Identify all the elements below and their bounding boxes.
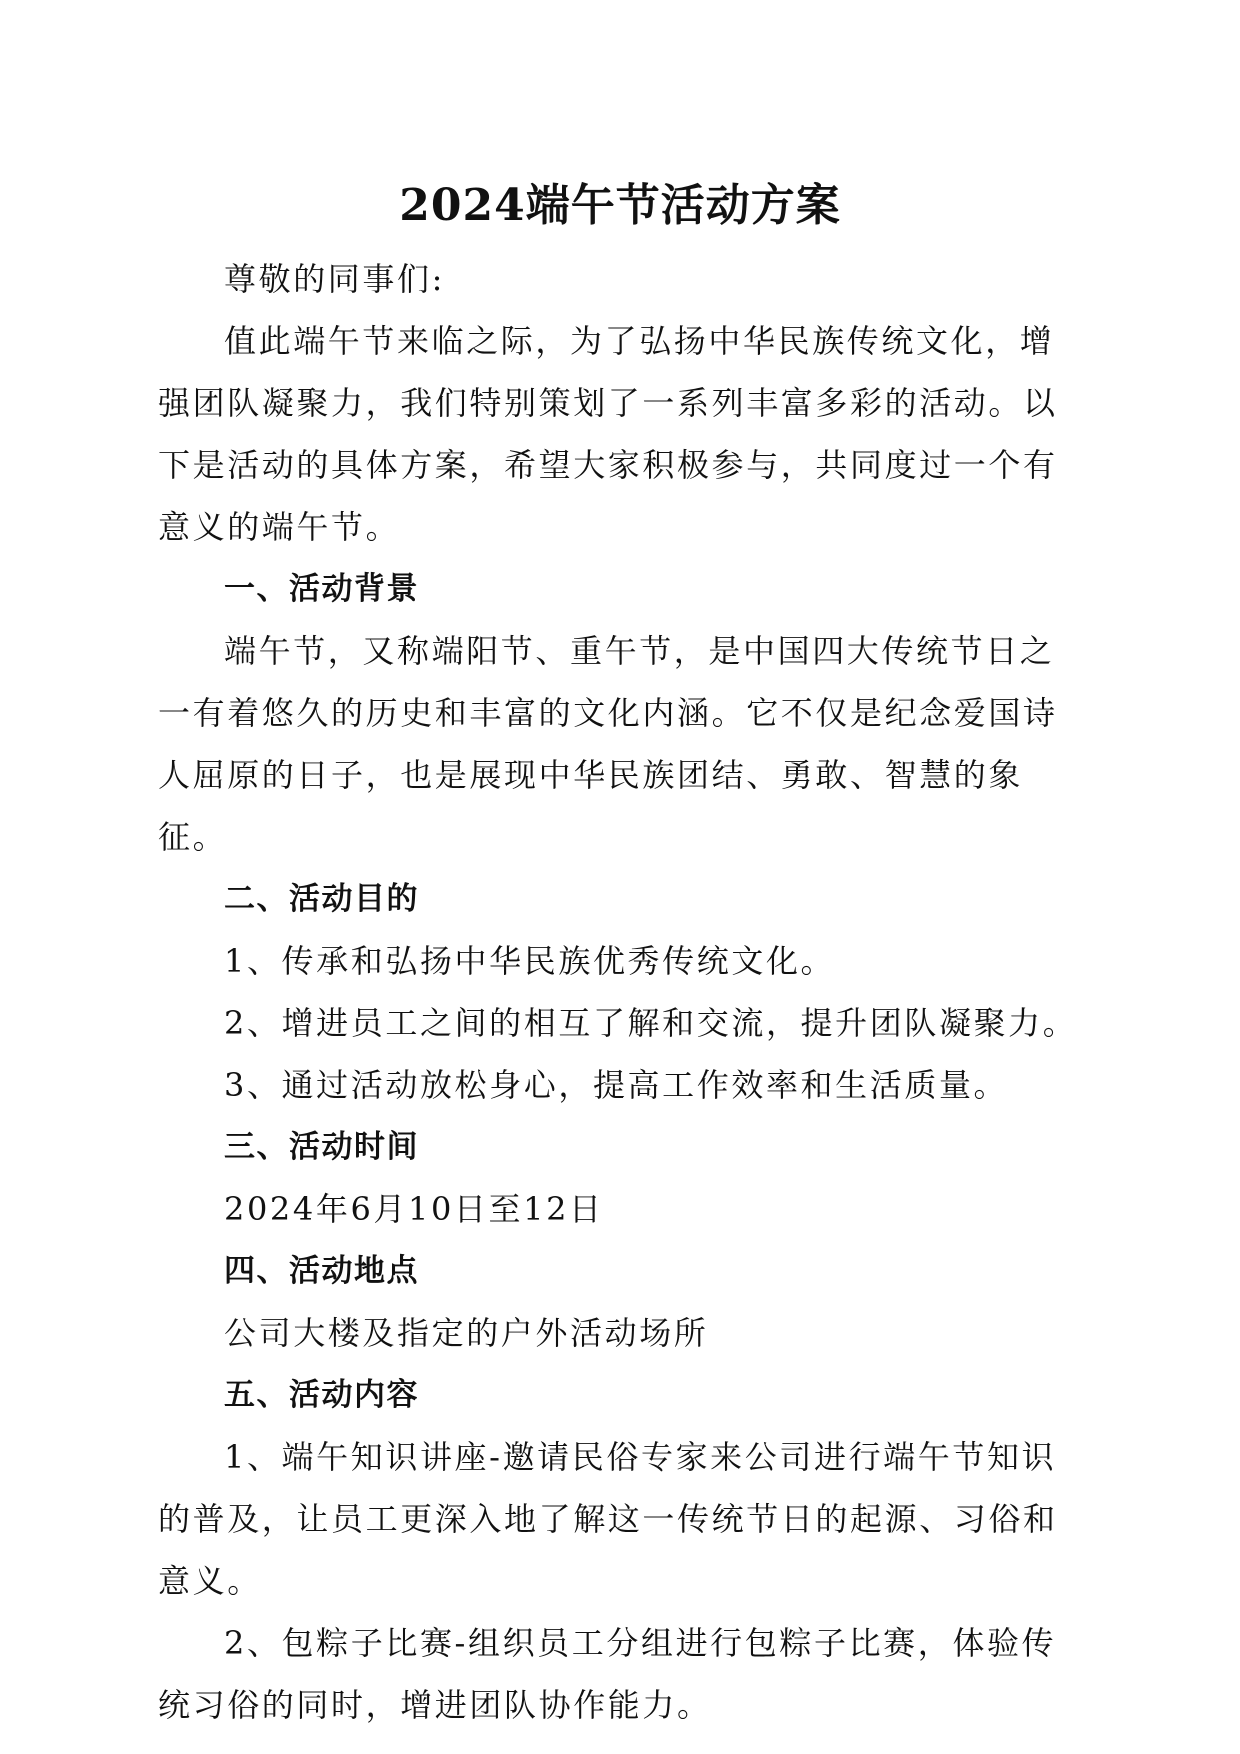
section-heading-time: 三、活动时间 (224, 1129, 419, 1165)
section-heading-purpose: 二、活动目的 (224, 881, 419, 917)
purpose-item: 1、传承和弘扬中华民族优秀传统文化。 (224, 942, 836, 980)
time-text: 2024年6月10日至12日 (224, 1190, 604, 1228)
content-item: 2、包粽子比赛-组织员工分组进行包粽子比赛，体验传统习俗的同时，增进团队协作能力。 (158, 1624, 1057, 1724)
greeting: 尊敬的同事们: (224, 260, 445, 298)
location-text: 公司大楼及指定的户外活动场所 (224, 1314, 709, 1352)
background-paragraph: 端午节，又称端阳节、重午节，是中国四大传统节日之一有着悠久的历史和丰富的文化内涵。它不仅是纪念爱国诗人屈原的日子，也是展现中华民族团结、勇敢、智慧的象征。 (158, 632, 1058, 856)
purpose-item: 2、增进员工之间的相互了解和交流，提升团队凝聚力。 (224, 1004, 1078, 1042)
section-heading-background: 一、活动背景 (224, 571, 419, 607)
document-title: 2024端午节活动方案 (399, 180, 841, 231)
intro-paragraph: 值此端午节来临之际，为了弘扬中华民族传统文化，增强团队凝聚力，我们特别策划了一系列丰富多彩的活动。以下是活动的具体方案，希望大家积极参与，共同度过一个有意义的端午节。 (158, 322, 1058, 546)
section-heading-content: 五、活动内容 (224, 1377, 419, 1413)
content-item: 1、端午知识讲座-邀请民俗专家来公司进行端午节知识的普及，让员工更深入地了解这一传统节日的起源、习俗和意义。 (158, 1438, 1058, 1600)
document-body (158, 248, 1078, 1736)
section-heading-location: 四、活动地点 (224, 1253, 419, 1289)
purpose-item: 3、通过活动放松身心，提高工作效率和生活质量。 (224, 1066, 1009, 1104)
